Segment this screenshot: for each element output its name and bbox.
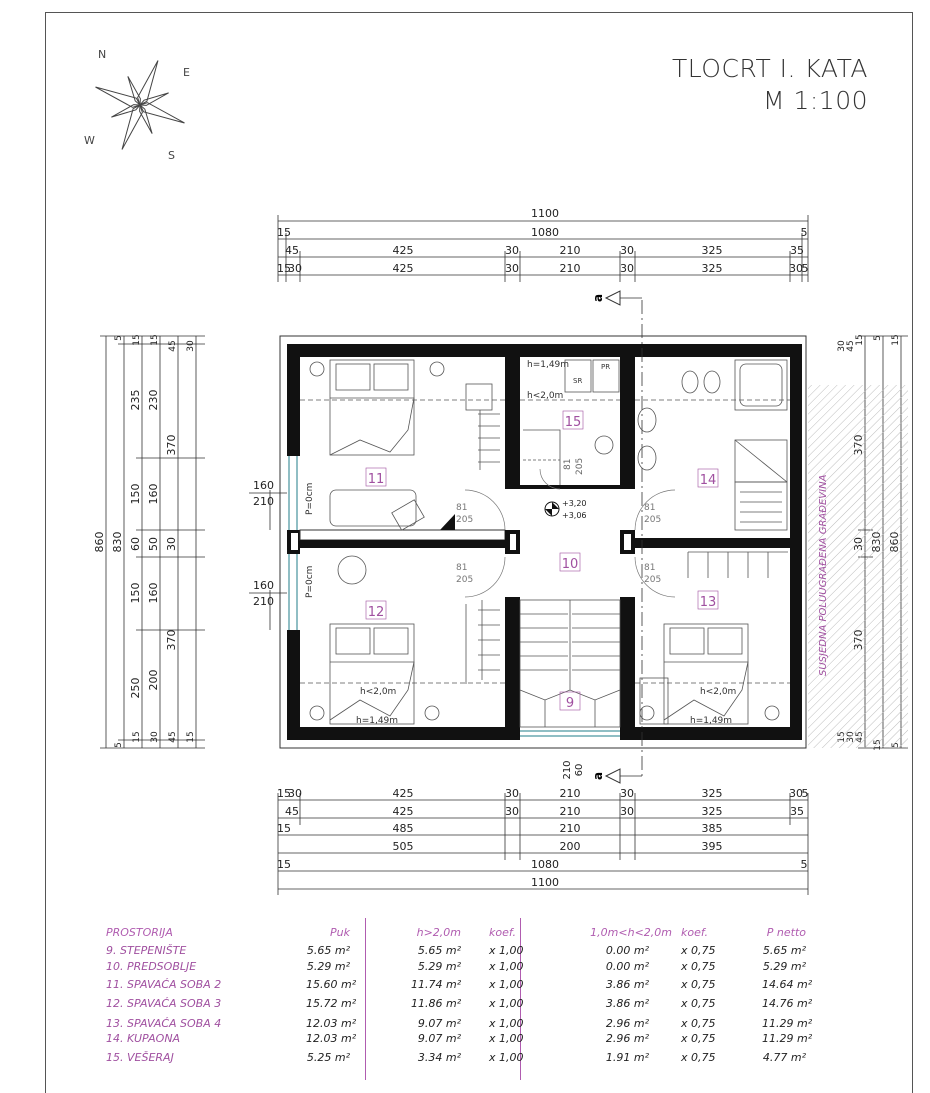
table-row <box>106 1032 826 1048</box>
cell-h-over2: 5.29 m² <box>417 960 461 973</box>
room12-h20: h<2,0m <box>360 687 397 697</box>
dim-left-c3-4: 250 <box>129 677 142 699</box>
cell-pnetto: 14.64 m² <box>762 978 813 991</box>
dim-left-sb-4: 5 <box>114 742 124 748</box>
cell-puk: 12.03 m² <box>306 1032 357 1045</box>
door-height: 210 <box>562 760 573 780</box>
drawing-scale: M 1:100 <box>762 86 868 115</box>
room11-p0: P=0cm <box>305 482 315 515</box>
dim-left-st-0: 5 <box>114 335 124 341</box>
cell-koef2: x 0,75 <box>681 944 716 957</box>
elevation-lower: +3,06 <box>562 511 587 520</box>
dim-top-total: 1100 <box>531 207 559 220</box>
dim-bot-r4-2: 395 <box>701 840 723 853</box>
th-koef1: koef. <box>489 926 517 939</box>
dim-bot-r3-0: 15 <box>277 822 291 835</box>
door13-w: 81 <box>644 563 656 573</box>
cell-koef1: x 1,00 <box>489 997 524 1010</box>
compass-n-label: N <box>98 48 107 61</box>
cell-h-1to2: 0.00 m² <box>605 944 649 957</box>
section-mark-bottom: a <box>591 771 605 780</box>
table-row <box>106 944 826 960</box>
cell-pnetto: 5.29 m² <box>762 960 806 973</box>
dim-left-c5-1: 30 <box>165 537 178 551</box>
dim-bot-r2-3: 210 <box>559 805 581 818</box>
cell-h-1to2: 2.96 m² <box>605 1032 649 1045</box>
dim-bot-edge-right: 5 <box>800 858 808 871</box>
elevation-upper: +3,20 <box>562 499 587 508</box>
dim-top-r4-2: 425 <box>392 262 414 275</box>
door11-w: 81 <box>456 503 468 513</box>
th-koef2: koef. <box>681 926 709 939</box>
room-14-label: 14 <box>699 473 717 488</box>
table-row <box>106 978 826 994</box>
cell-h-over2: 9.07 m² <box>417 1017 461 1030</box>
door14-w: 81 <box>644 503 656 513</box>
cell-pnetto: 5.65 m² <box>762 944 806 957</box>
cell-h-1to2: 3.86 m² <box>605 978 649 991</box>
cell-puk: 15.72 m² <box>306 997 357 1010</box>
th-room: PROSTORIJA <box>106 926 173 939</box>
dim-bot-r4-1: 200 <box>559 840 581 853</box>
dim-left-st-2: 45 <box>168 340 178 352</box>
cell-h-over2: 5.65 m² <box>417 944 461 957</box>
window1-height: 210 <box>253 495 274 508</box>
dim-left-c4-0: 230 <box>147 389 160 411</box>
dim-left-c4-1: 160 <box>147 483 160 505</box>
dim-left-sb-3: 15 <box>186 731 196 743</box>
dim-bot-inner: 1080 <box>531 858 559 871</box>
dim-bot-r2-1: 425 <box>392 805 414 818</box>
cell-puk: 12.03 m² <box>306 1017 357 1030</box>
dim-left-st-3: 30 <box>186 340 196 352</box>
compass-rose-icon <box>78 43 203 168</box>
dim-left-c4-2: 50 <box>147 537 160 551</box>
dim-top-inner: 1080 <box>531 226 559 239</box>
cell-h-over2: 11.86 m² <box>411 997 462 1010</box>
dim-left-c3-0: 235 <box>129 389 142 411</box>
stair-marker-icon <box>440 514 455 530</box>
laundry-door-h: 205 <box>575 457 585 475</box>
dim-right-st-1: 15 <box>855 334 865 346</box>
dim-bot-r3-1: 485 <box>392 822 414 835</box>
dim-bot-r2-2: 30 <box>505 805 519 818</box>
th-puk: Puk <box>330 926 350 939</box>
neighbor-label: SUSJEDNA POLUUGRAĐENA GRAĐEVINA <box>818 474 829 676</box>
laundry-h20: h<2,0m <box>527 391 564 401</box>
laundry-pr: PR <box>601 363 611 371</box>
room-15-label: 15 <box>564 415 582 430</box>
dim-left-inner: 830 <box>111 531 124 553</box>
compass-w-label: W <box>84 134 95 147</box>
dim-top-edge-right: 5 <box>800 226 808 239</box>
dim-bot-r1-7: 30 <box>789 787 803 800</box>
dim-left-sb-2: 45 <box>168 731 178 743</box>
room12-p0: P=0cm <box>305 565 315 598</box>
bed-room13 <box>640 552 788 724</box>
cell-pnetto: 14.76 m² <box>762 997 813 1010</box>
dim-bot-r1-6: 325 <box>701 787 723 800</box>
dim-left-c3-3: 150 <box>129 582 142 604</box>
cell-h-over2: 9.07 m² <box>417 1032 461 1045</box>
dim-left-c3-2: 60 <box>129 537 142 551</box>
dim-left-sb-1: 30 <box>150 731 160 743</box>
dim-top-r3-0: 45 <box>285 244 299 257</box>
cell-koef1: x 1,00 <box>489 944 524 957</box>
dim-bot-r1-1: 30 <box>288 787 302 800</box>
dim-top-r3-2: 30 <box>505 244 519 257</box>
dim-bot-r3-2: 210 <box>559 822 581 835</box>
cell-h-over2: 3.34 m² <box>417 1051 461 1064</box>
dim-bot-r1-5: 30 <box>620 787 634 800</box>
cell-koef1: x 1,00 <box>489 960 524 973</box>
cell-pnetto: 11.29 m² <box>762 1032 813 1045</box>
bathroom-fixtures <box>638 360 787 530</box>
table-header <box>106 926 826 942</box>
cell-puk: 5.25 m² <box>306 1051 350 1064</box>
th-h-1to2: 1,0m<h<2,0m <box>590 926 672 939</box>
cell-room: 10. PREDSOBLJE <box>106 960 197 973</box>
dim-left-sb-0: 15 <box>132 731 142 743</box>
room12-h149: h=1,49m <box>356 716 399 726</box>
section-mark-top: a <box>591 293 605 302</box>
window2-height: 210 <box>253 595 274 608</box>
dim-top-r4-7: 30 <box>789 262 803 275</box>
door12-h: 205 <box>456 575 474 585</box>
window1-width: 160 <box>253 479 274 492</box>
windows <box>289 456 620 736</box>
door13-h: 205 <box>644 575 662 585</box>
dim-top-r3-6: 35 <box>790 244 804 257</box>
table-row <box>106 1017 826 1033</box>
dim-bot-r4-0: 505 <box>392 840 414 853</box>
cell-puk: 5.65 m² <box>306 944 350 957</box>
cell-koef1: x 1,00 <box>489 978 524 991</box>
room13-h20: h<2,0m <box>700 687 737 697</box>
cell-room: 9. STEPENIŠTE <box>106 944 187 957</box>
room-12-label: 12 <box>367 605 385 620</box>
cell-koef2: x 0,75 <box>681 1051 716 1064</box>
dim-top-r4-1: 30 <box>288 262 302 275</box>
dim-left-c5-2: 370 <box>165 629 178 651</box>
dim-left-c5-0: 370 <box>165 434 178 456</box>
cell-room: 12. SPAVAĆA SOBA 3 <box>106 997 222 1010</box>
dim-bot-r2-0: 45 <box>285 805 299 818</box>
drawing-title: TLOCRT I. KATA <box>671 54 868 83</box>
dim-bot-r1-0: 15 <box>277 787 291 800</box>
dim-top-r4-4: 210 <box>559 262 581 275</box>
cell-h-1to2: 1.91 m² <box>605 1051 649 1064</box>
laundry-sr: SR <box>573 377 583 385</box>
dim-top-r4-6: 325 <box>701 262 723 275</box>
cell-pnetto: 4.77 m² <box>762 1051 806 1064</box>
dim-top-r4-3: 30 <box>505 262 519 275</box>
cell-h-1to2: 2.96 m² <box>605 1017 649 1030</box>
dim-bot-r1-8: 5 <box>801 787 809 800</box>
cell-puk: 15.60 m² <box>306 978 357 991</box>
dim-top-r3-5: 325 <box>701 244 723 257</box>
cell-puk: 5.29 m² <box>306 960 350 973</box>
dim-bot-total: 1100 <box>531 876 559 889</box>
dim-right-st-0: 30 <box>837 340 847 352</box>
cell-h-1to2: 0.00 m² <box>605 960 649 973</box>
dim-right-st-3: 5 <box>873 335 883 341</box>
cell-koef1: x 1,00 <box>489 1017 524 1030</box>
dim-top-r4-0: 15 <box>277 262 291 275</box>
window2-width: 160 <box>253 579 274 592</box>
room-11-label: 11 <box>367 472 385 487</box>
dim-bot-r1-4: 210 <box>559 787 581 800</box>
cell-h-over2: 11.74 m² <box>411 978 462 991</box>
door14-h: 205 <box>644 515 662 525</box>
elevation-marker-icon <box>545 502 559 516</box>
room-10-label: 10 <box>561 557 579 572</box>
bed-room11 <box>310 360 500 530</box>
table-row <box>106 997 826 1013</box>
cell-koef2: x 0,75 <box>681 960 716 973</box>
dim-bot-r1-3: 30 <box>505 787 519 800</box>
cell-room: 14. KUPAONA <box>106 1032 181 1045</box>
dim-left-c4-3: 160 <box>147 582 160 604</box>
dim-right-st-2: 45 <box>846 340 856 352</box>
dim-top-r3-1: 425 <box>392 244 414 257</box>
dim-top-r4-5: 30 <box>620 262 634 275</box>
cell-pnetto: 11.29 m² <box>762 1017 813 1030</box>
th-h-over2: h>2,0m <box>416 926 461 939</box>
table-row <box>106 960 826 976</box>
laundry-door-w: 81 <box>563 458 573 470</box>
dim-top-r3-4: 30 <box>620 244 634 257</box>
dim-right-st-4: 15 <box>891 334 901 346</box>
dim-bot-r2-4: 30 <box>620 805 634 818</box>
dim-bot-r1-2: 425 <box>392 787 414 800</box>
dim-left-total: 860 <box>93 531 106 553</box>
cell-koef2: x 0,75 <box>681 1017 716 1030</box>
compass-s-label: S <box>168 149 175 162</box>
laundry-h149: h=1,49m <box>527 360 570 370</box>
cell-koef2: x 0,75 <box>681 978 716 991</box>
room-9-label: 9 <box>565 696 575 711</box>
dim-bot-edge-left: 15 <box>277 858 291 871</box>
th-pnetto: P netto <box>766 926 806 939</box>
cell-koef1: x 1,00 <box>489 1032 524 1045</box>
table-row <box>106 1051 826 1067</box>
cell-room: 13. SPAVAĆA SOBA 4 <box>106 1017 222 1030</box>
dim-bot-r2-5: 325 <box>701 805 723 818</box>
dim-bot-r3-3: 385 <box>701 822 723 835</box>
room13-h149: h=1,49m <box>690 716 733 726</box>
room-13-label: 13 <box>699 595 717 610</box>
door12-w: 81 <box>456 563 468 573</box>
cell-koef1: x 1,00 <box>489 1051 524 1064</box>
dim-top-r4-8: 5 <box>801 262 809 275</box>
door-sill: 60 <box>574 763 585 777</box>
dim-left-c3-1: 150 <box>129 483 142 505</box>
dim-top-r3-3: 210 <box>559 244 581 257</box>
compass-e-label: E <box>183 66 190 79</box>
cell-koef2: x 0,75 <box>681 1032 716 1045</box>
dim-left-c4-4: 200 <box>147 669 160 691</box>
door11-h: 205 <box>456 515 474 525</box>
cell-room: 11. SPAVAĆA SOBA 2 <box>106 978 222 991</box>
cell-h-1to2: 3.86 m² <box>605 997 649 1010</box>
dim-left-st-1: 15 <box>132 334 142 346</box>
dim-left-st-4: 15 <box>150 334 160 346</box>
dim-top-edge-left: 15 <box>277 226 291 239</box>
dim-bot-r2-6: 35 <box>790 805 804 818</box>
cell-room: 15. VEŠERAJ <box>106 1051 174 1064</box>
cell-koef2: x 0,75 <box>681 997 716 1010</box>
